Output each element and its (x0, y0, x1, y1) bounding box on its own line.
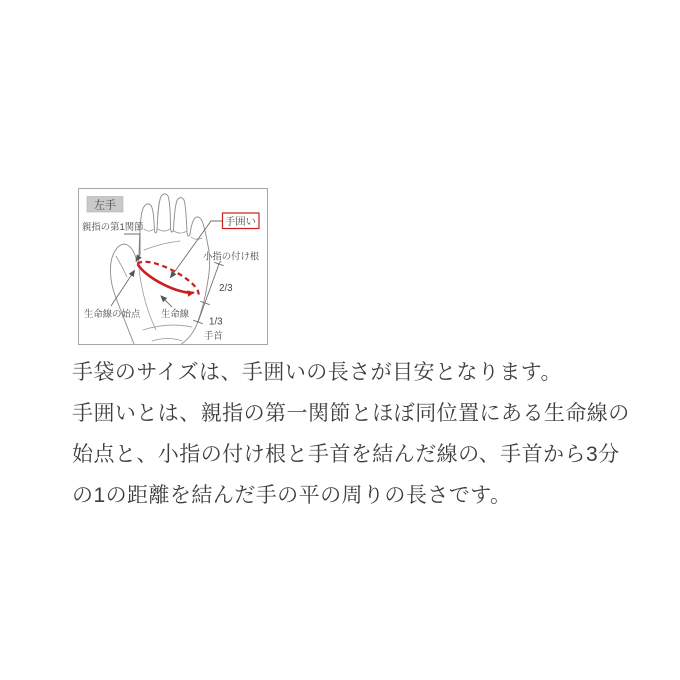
thumb-crease (116, 256, 127, 277)
hand-outline (110, 194, 209, 344)
thumb-joint-leader (124, 234, 140, 261)
thumb-joint-label: 親指の第1関節 (82, 221, 144, 232)
description-line-2: 手囲いとは、親指の第一関節とほぼ同位置にある生命線の (72, 402, 630, 425)
pinky-wrist-measure-line (198, 264, 219, 322)
lifeline-start-leader (111, 271, 135, 307)
hand-measurement-diagram (78, 188, 268, 345)
lifeline-start-label: 生命線の始点 (84, 308, 141, 319)
one-third-label: 1/3 (209, 316, 223, 328)
lifeline-leader (161, 296, 172, 307)
hand-circumference-label: 手囲い (224, 216, 257, 228)
wrist-label: 手首 (204, 330, 223, 341)
lifeline-label: 生命線 (161, 308, 190, 319)
circumference-ellipse-dashed (138, 262, 199, 295)
wrist-crease-2 (152, 339, 182, 342)
hand-circumference-leader (171, 221, 223, 278)
hand-side-label: 左手 (94, 199, 116, 212)
two-thirds-label: 2/3 (219, 283, 233, 294)
hand-diagram-svg (79, 189, 267, 344)
wrist-crease (143, 325, 192, 330)
description-line-4: の1の距離を結んだ手の平の周りの長さです。 (72, 484, 512, 507)
description-line-3: 始点と、小指の付け根と手首を結んだ線の、手首から3分 (72, 443, 620, 466)
pinky-base-label: 小指の付け根 (203, 250, 260, 262)
heart-line-crease (144, 241, 180, 250)
size-description-text (72, 352, 632, 516)
description-line-1: 手袋のサイズは、手囲いの長さが目安となります。 (72, 361, 562, 384)
